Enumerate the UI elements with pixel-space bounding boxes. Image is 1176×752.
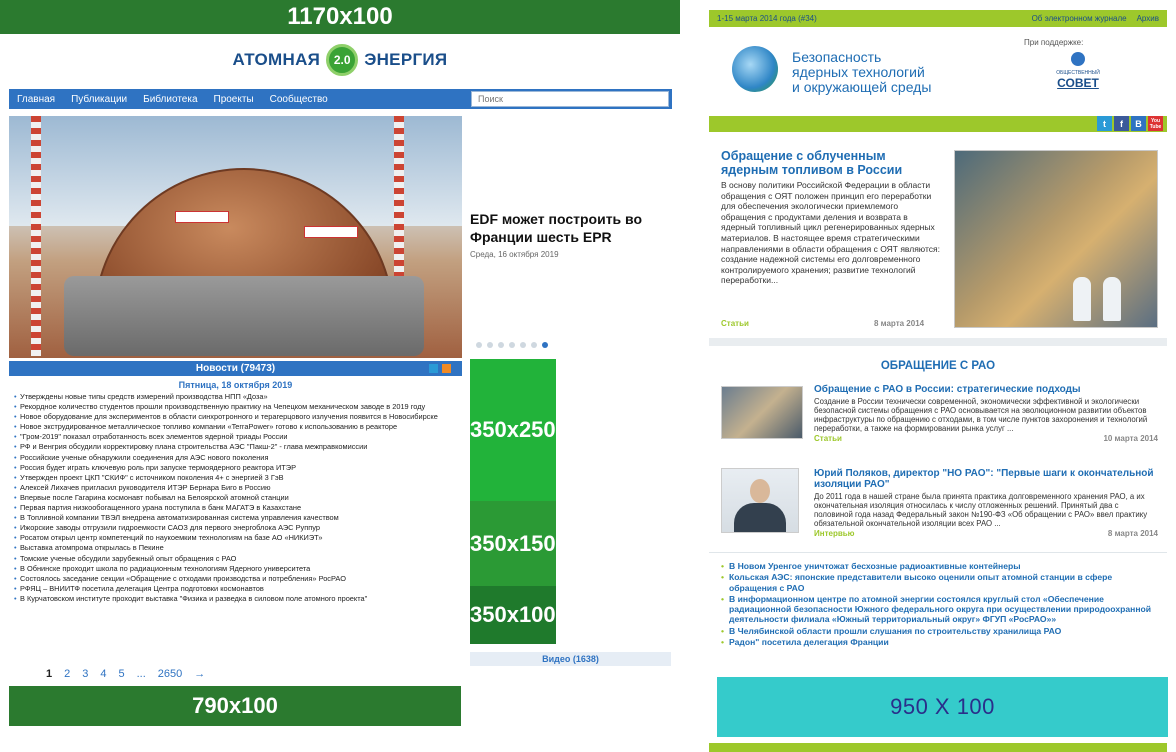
item-2 [814,468,1158,538]
crane-left [31,116,41,356]
title-line-3: и окружающей среды [792,79,932,95]
twitter-icon[interactable] [429,364,438,373]
slider-dot[interactable] [531,342,537,348]
featured-date: Среда, 16 октября 2019 [470,250,559,259]
item-1-date: 10 марта 2014 [1103,434,1158,443]
slider-dot[interactable] [487,342,493,348]
news-item[interactable]: • В Топливной компании ТВЭЛ внедрена автоматизированная система управления качеством [14,513,460,523]
site-logo[interactable] [0,40,680,80]
slider-dot[interactable] [520,342,526,348]
main-article-category[interactable]: Статьи [721,319,749,328]
footer-bar [709,743,1167,752]
portrait-head [750,479,770,503]
news-item[interactable]: • Томские ученые обсудили зарубежный опыт обращения с РАО [14,554,460,564]
portrait-suit [734,503,786,533]
blog-icon[interactable]: B [1131,116,1146,131]
news-item[interactable]: • В Курчатовском институте проходит выставка "Физика и разведка в силовом поле атомного проекта" [14,594,460,604]
news-item[interactable]: • Состоялось заседание секции «Обращение с отходами производства и потребления» РосРАО [14,574,460,584]
list-divider [709,552,1167,553]
rss-icon[interactable] [442,364,451,373]
page-link[interactable]: 5 [118,668,125,680]
news-item[interactable]: • Впервые после Гагарина космонавт побывал на Белоярской атомной станции [14,493,460,503]
main-article-title[interactable]: Обращение с облученным ядерным топливом в России [721,149,903,177]
side-ad-350x150[interactable]: 350x150 [470,501,556,586]
news-item[interactable]: • Утверждены новые типы средств измерений производства НПП «Доза» [14,392,460,402]
item-1 [814,384,1158,443]
page-link[interactable]: 3 [82,668,89,680]
news-item[interactable]: • Россия будет играть ключевую роль при запуске термоядерного реактора ИТЭР [14,463,460,473]
title-line-2: ядерных технологий [792,64,925,80]
news-item[interactable]: • Российские ученые обнаружили соединения для АЭС нового поколения [14,453,460,463]
page-link[interactable]: 1 [46,668,53,680]
issue-label: 1-15 марта 2014 года (#34) [717,14,817,23]
news-item[interactable]: • Новое экструдированное металлическое топливо компании «TerraPower» готово к использованию в реакторе [14,422,460,432]
featured-title[interactable]: EDF может построить во Франции шесть EPR [470,211,643,245]
dome-banner [175,211,229,223]
rao-news-item[interactable]: • Радон" посетила делегация Франции [721,637,1161,647]
item-2-thumbnail[interactable] [721,468,799,533]
item-1-text: Создание в России технически современной, экономически эффективной и экологически безопасной системы обращения с РАО основывается на эволюционном развитии объектов инфраструктуры по обращению с отходами, в том числе пунктов захоронения и технологий переработки, а также на формировании рынка услуг ... [814,397,1148,433]
bottom-banner-ad[interactable]: 790x100 [9,686,461,726]
public-council-logo[interactable] [1056,52,1100,96]
logo-word-energiya: ЭНЕРГИЯ [364,50,448,69]
bottom-banner-ad[interactable]: 950 X 100 [717,677,1168,737]
title-line-1: Безопасность [792,49,882,65]
news-header[interactable] [9,361,462,376]
item-2-text: До 2011 года в нашей стране была принята практика долговременного хранения РАО, а их окончательная изоляция относилась к числу отложенных решений. Принятый два с половиной года назад Федеральный закон №190-ФЗ «Об обращении с РАО» ввел практику обязательной окончательной изоляции всех РАО ... [814,492,1148,528]
slider-dot[interactable] [476,342,482,348]
newsletter-title [792,50,931,95]
newsletter-mockup [706,0,1176,752]
gray-divider [709,338,1167,346]
nav-item-library[interactable]: Библиотека [143,93,198,105]
sovet-line-1: ОБЩЕСТВЕННЫЙ [1056,70,1100,76]
social-icons [1097,116,1163,131]
news-item[interactable]: • РФЯЦ – ВНИИТФ посетила делегация Центра подготовки космонавтов [14,584,460,594]
news-item[interactable]: • Ижорские заводы отгрузили гидроемкости САОЗ для первого энергоблока АЭС Руппур [14,523,460,533]
reactor-base [64,276,424,356]
worker-figure [1103,277,1121,321]
item-1-thumbnail[interactable] [721,386,803,439]
logo-badge: 2.0 [326,44,358,76]
issue-bar [709,10,1167,27]
item-2-date: 8 марта 2014 [1107,529,1158,538]
main-article-date: 8 марта 2014 [874,319,925,328]
next-page-arrow[interactable]: → [194,668,206,680]
sovet-line-2: СОВЕТ [1057,76,1099,90]
news-item[interactable]: • Новое оборудование для экспериментов в области синхротронного и терагерцового излучения появится в Новосибирске [14,412,460,422]
video-header[interactable]: Видео (1638) [470,652,671,666]
news-item[interactable]: • В Обнинске проходит школа по радиационным технологиям Ядерного университета [14,564,460,574]
top-banner-ad[interactable]: 1170x100 [0,0,680,34]
news-day: Пятница, 18 октября 2019 [178,380,293,390]
slider-dot[interactable] [542,342,548,348]
nav-item-home[interactable]: Главная [17,93,56,105]
page-link[interactable]: 2650 [157,668,183,680]
featured-photo[interactable] [9,116,462,358]
news-header-label: Новости (79473) [195,363,276,374]
main-article-text: В основу политики Российской Федерации в области обращения с ОЯТ положен принцип его переработки для обеспечения экологически приемлемого обращения с продуктами деления и возврата в ядерный топливный цикл регенерированных ядерных материалов. В настоящее время стратегическими направлениями в области обращения с ОЯТ являются: создание надежной системы его долговременного контролируемого хранения; развитие технологий переработки... [721,180,941,286]
side-ad-350x250[interactable]: 350x250 [470,359,556,501]
side-ad-350x100[interactable]: 350x100 [470,586,556,644]
facebook-icon[interactable]: f [1114,116,1129,131]
item-2-title[interactable]: Юрий Поляков, директор "НО РАО": "Первые шаги к окончательной изоляции РАО" [814,468,1154,490]
rao-news-list [721,561,1161,648]
globe-logo-icon[interactable] [732,46,778,92]
emblem-icon [1071,52,1085,66]
search-input[interactable] [471,91,669,107]
news-item[interactable]: • Первая партия низкообогащенного урана поступила в банк МАГАТЭ в Казахстане [14,503,460,513]
rao-news-item[interactable]: • В Новом Уренгое уничтожат бесхозные радиоактивные контейнеры [721,561,1161,571]
news-list [14,392,460,604]
archive-link[interactable]: Архив [1136,14,1159,23]
news-item[interactable]: • Утвержден проект ЦКП "СКИФ" с источником поколения 4+ с энергией 3 ГэВ [14,473,460,483]
item-2-category[interactable]: Интервью [814,529,855,538]
main-article-photo[interactable] [954,150,1158,328]
twitter-icon[interactable]: t [1097,116,1112,131]
slider-dot[interactable] [498,342,504,348]
news-item[interactable]: • Выставка атомпрома открылась в Пекине [14,543,460,553]
item-1-title[interactable]: Обращение с РАО в России: стратегические подходы [814,384,1081,395]
dome-banner [304,226,358,238]
slider-dot[interactable] [509,342,515,348]
news-item[interactable]: • Рекордное количество студентов прошли производственную практику на Чепецком механическом заводе в 2019 году [14,402,460,412]
news-item[interactable]: • РФ и Венгрия обсудили корректировку плана строительства АЭС "Пакш-2" - глава межправкомиссии [14,442,460,452]
main-nav [9,89,672,109]
youtube-icon[interactable]: You Tube [1149,117,1162,130]
nav-item-community[interactable]: Сообщество [269,93,328,105]
slider-dots [476,342,548,348]
nav-item-publications[interactable]: Публикации [71,93,128,105]
rao-news-item[interactable]: • В информационном центре по атомной энергии состоялся круглый стол «Обеспечение радиационной безопасности Южного федерального округа при осуществлении природоохранной деятельности филиала «Южный территориальный округ» ФГУП «РосРАО»» [721,594,1161,625]
logo-word-atomnaya: АТОМНАЯ [232,50,321,69]
news-item[interactable]: • Росатом открыл центр компетенций по наукоемким технологиям на базе АО «НИКИЭТ» [14,533,460,543]
section-title: ОБРАЩЕНИЕ С РАО [880,360,996,372]
rao-news-item[interactable]: • В Челябинской области прошли слушания по строительству хранилища РАО [721,626,1161,636]
item-1-category[interactable]: Статьи [814,434,842,443]
news-item[interactable]: • Алексей Лихачев пригласил руководителя ИТЭР Бернара Биго в Россию [14,483,460,493]
nav-item-projects[interactable]: Проекты [213,93,254,105]
rao-news-item[interactable]: • Кольская АЭС: японские представители высоко оценили опыт атомной станции в сфере обращения с РАО [721,572,1161,593]
page-ellipsis: ... [136,668,146,680]
support-label: При поддержке: [1024,38,1084,47]
about-link[interactable]: Об электронном журнале [1031,14,1127,23]
pagination [46,668,205,680]
page-link[interactable]: 2 [64,668,71,680]
worker-figure [1073,277,1091,321]
page-link[interactable]: 4 [100,668,107,680]
news-item[interactable]: • "Гром-2019" показал отработанность всех элементов ядерной триады России [14,432,460,442]
